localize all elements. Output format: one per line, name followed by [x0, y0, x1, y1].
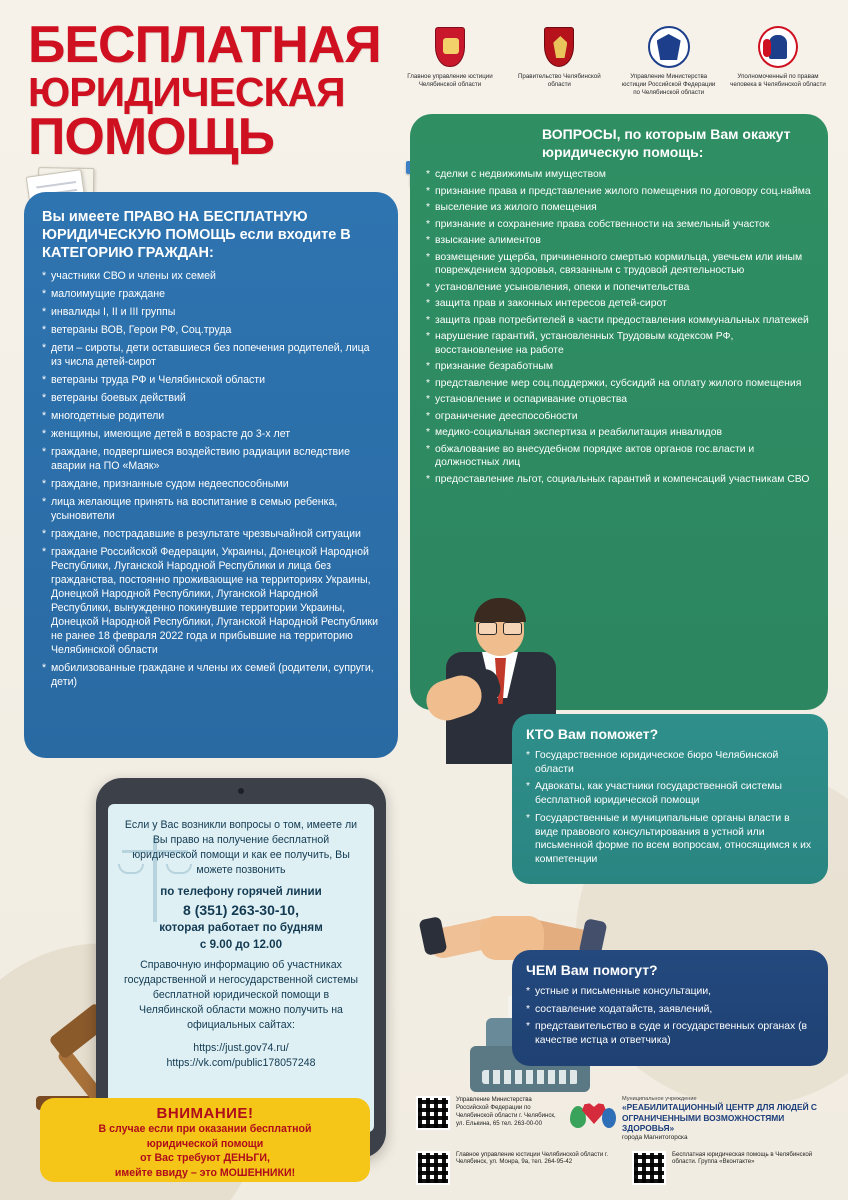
emblem-row [400, 24, 828, 96]
list-item: * инвалиды I, II и III группы [42, 306, 380, 320]
footer-logos [416, 1096, 836, 1188]
phone-screen [108, 804, 374, 1132]
vk-group-text: Бесплатная юридическая помощь в Челябинской области. Группа «Вконтакте» [672, 1150, 813, 1166]
emblem-chelyabinsk-government [509, 24, 609, 89]
list-item: * Государственные и муниципальные органы власти в виде правового консультирования в устной или письменной форме по всем вопросам, относящимся к их компетенции [526, 812, 814, 867]
emblem-human-rights-commissioner [728, 24, 828, 89]
page-title [28, 16, 428, 166]
list-item: * ветераны боевых действий [42, 392, 380, 406]
list-item: * лица желающие принять на воспитание в семью ребенка, усыновители [42, 496, 380, 524]
minjust-contact-text: Управление Министерства Российской Федерации по Челябинской области г. Челябинск, ул. Елькина, 65 тел. 263-00-00 [456, 1096, 556, 1127]
list-item: * участники СВО и члены их семей [42, 270, 380, 284]
site-link-justice[interactable]: https://just.gov74.ru/ [193, 1041, 289, 1054]
list-item: * граждане, подвергшиеся воздействию радиации вследствие аварии на ПО «Маяк» [42, 446, 380, 474]
camera-icon [238, 788, 244, 794]
questions-heading: ВОПРОСЫ, по которым Вам окажут юридическую помощь: [542, 126, 791, 160]
list-item: * малоимущие граждане [42, 288, 380, 302]
list-item: * ветераны ВОВ, Герои РФ, Соц.труда [42, 324, 380, 338]
rehab-center-muni-label: Муниципальное учреждение [622, 1096, 697, 1102]
list-item: * выселение из жилого помещения [426, 201, 812, 215]
list-item: * Адвокаты, как участники государственной системы бесплатной юридической помощи [526, 780, 814, 807]
emblem-caption: Уполномоченный по правам человека в Челябинской области [730, 73, 826, 88]
list-item: * ветераны труда РФ и Челябинской области [42, 374, 380, 388]
hotline-number[interactable]: 8 (351) 263-30-10, [183, 901, 299, 918]
who-helps-list [526, 749, 814, 867]
warning-title: ВНИМАНИЕ! [156, 1105, 254, 1122]
site-link-vk[interactable]: https://vk.com/public178057248 [166, 1056, 316, 1069]
list-item: * представительство в суде и государственных органах (в качестве истца и ответчика) [526, 1020, 814, 1047]
eligibility-heading: Вы имеете ПРАВО НА БЕСПЛАТНУЮ ЮРИДИЧЕСКУЮ ПОМОЩЬ если входите В КАТЕГОРИЮ ГРАЖДАН: [42, 209, 351, 262]
glavjust-qr-icon[interactable] [416, 1151, 450, 1185]
eligibility-panel [24, 192, 398, 758]
title-line-2: ЮРИДИЧЕСКАЯ [28, 68, 345, 115]
list-item: * медико-социальная экспертиза и реабилитация инвалидов [426, 426, 812, 440]
list-item: * защита прав и законных интересов детей-сирот [426, 297, 812, 311]
what-help-list [526, 985, 814, 1048]
warning-banner [40, 1098, 370, 1182]
chelyabinsk-justice-emblem-icon [400, 24, 500, 70]
warning-line-4: имейте ввиду – это МОШЕННИКИ! [114, 1166, 296, 1179]
hotline-schedule-1: которая работает по будням [159, 921, 323, 935]
human-rights-commissioner-emblem-icon [728, 24, 828, 70]
who-helps-heading: КТО Вам поможет? [526, 726, 659, 742]
questions-list [426, 168, 812, 486]
list-item: * многодетные родители [42, 410, 380, 424]
hotline-schedule-2: с 9.00 до 12.00 [199, 937, 283, 951]
list-item: * мобилизованные граждане и члены их семей (родители, супруги, дети) [42, 662, 380, 690]
list-item: * признание безработным [426, 360, 812, 374]
list-item: * граждане Российской Федерации, Украины, Донецкой Народной Республики, Луганской Народной Республики и лица без гражданства, постоянно проживающие на территориях Украины, Донецкой Народной Республики, Луганской Народной Республики, вынужденно покинувшие территории Украины, Донецкой Народной Республики, Луганской Народной Республики не ранее 18 февраля 2022 года и прибывшие на территорию Челябинской области [42, 546, 380, 658]
list-item: * обжалование во внесудебном порядке актов органов гос.власти и должностных лиц [426, 443, 812, 470]
who-helps-panel [512, 714, 828, 884]
list-item: * признание права и представление жилого помещения по договору соц.найма [426, 185, 812, 199]
list-item: * возмещение ущерба, причиненного смертью кормильца, увечьем или иным повреждением здоровья, связанным с трудовой деятельностью [426, 251, 812, 278]
list-item: * дети – сироты, дети оставшиеся без попечения родителей, лица из числа детей-сирот [42, 342, 380, 370]
hotline-intro: Если у Вас возникли вопросы о том, имеете ли Вы право на получение бесплатной юридической помощи и как ее получить, Вы можете позвонить [124, 819, 358, 877]
list-item: * устные и письменные консультации, [526, 985, 814, 999]
rehab-center-title: «РЕАБИЛИТАЦИОННЫЙ ЦЕНТР ДЛЯ ЛЮДЕЙ С ОГРАНИЧЕННЫМИ ВОЗМОЖНОСТЯМИ ЗДОРОВЬЯ» [622, 1102, 817, 1133]
warning-line-3: от Вас требуют ДЕНЬГИ, [140, 1152, 270, 1165]
rehab-center-city: города Магнитогорска [622, 1133, 688, 1141]
minjust-qr-icon[interactable] [416, 1096, 450, 1130]
chelyabinsk-government-emblem-icon [509, 24, 609, 70]
list-item: * взыскание алиментов [426, 234, 812, 248]
scales-of-justice-icon [120, 834, 190, 924]
emblem-ministry-of-justice [619, 24, 719, 96]
what-help-heading: ЧЕМ Вам помогут? [526, 962, 658, 978]
emblem-chelyabinsk-justice [400, 24, 500, 89]
emblem-caption: Управление Министерства юстиции Российской Федерации по Челябинской области [621, 73, 716, 96]
vk-group-qr-icon[interactable] [632, 1151, 666, 1185]
list-item: * защита прав потребителей в части предоставления коммунальных платежей [426, 314, 812, 328]
ministry-of-justice-emblem-icon [619, 24, 719, 70]
list-item: * Государственное юридическое бюро Челябинской области [526, 749, 814, 776]
list-item: * граждане, признанные судом недееспособными [42, 478, 380, 492]
rehab-center-logo-icon [570, 1096, 616, 1136]
list-item: * ограничение дееспособности [426, 410, 812, 424]
title-line-3: ПОМОЩЬ [28, 107, 274, 166]
reference-info: Справочную информацию об участниках государственной и негосударственной системы бесплатной юридической помощи в Челябинской области можно получить на официальных сайтах: [123, 959, 359, 1032]
list-item: * предоставление льгот, социальных гарантий и компенсаций участникам СВО [426, 473, 812, 487]
glasses-icon [478, 622, 522, 633]
list-item: * установление и оспаривание отцовства [426, 393, 812, 407]
emblem-caption: Правительство Челябинской области [517, 73, 601, 88]
warning-line-1: В случае если при оказании бесплатной [98, 1123, 312, 1135]
list-item: * представление мер соц.поддержки, субсидий на оплату жилого помещения [426, 377, 812, 391]
warning-line-2: юридической помощи [146, 1137, 264, 1150]
list-item: * сделки с недвижимым имуществом [426, 168, 812, 182]
glavjust-contact-text: Главное управление юстиции Челябинской области г. Челябинск, ул. Монра, 9а, тел. 264-95-42 [456, 1150, 609, 1166]
hotline-label: по телефону горячей линии [160, 885, 322, 899]
emblem-caption: Главное управление юстиции Челябинской области [407, 73, 493, 88]
title-line-1: БЕСПЛАТНАЯ [28, 16, 381, 74]
list-item: * составление ходатайств, заявлений, [526, 1003, 814, 1017]
list-item: * признание и сохранение права собственности на земельный участок [426, 218, 812, 232]
list-item: * женщины, имеющие детей в возрасте до 3-х лет [42, 428, 380, 442]
eligibility-list [42, 270, 380, 689]
list-item: * граждане, пострадавшие в результате чрезвычайной ситуации [42, 528, 380, 542]
list-item: * установление усыновления, опеки и попечительства [426, 281, 812, 295]
what-help-panel [512, 950, 828, 1066]
list-item: * нарушение гарантий, установленных Трудовым кодексом РФ, восстановление на работе [426, 330, 812, 357]
